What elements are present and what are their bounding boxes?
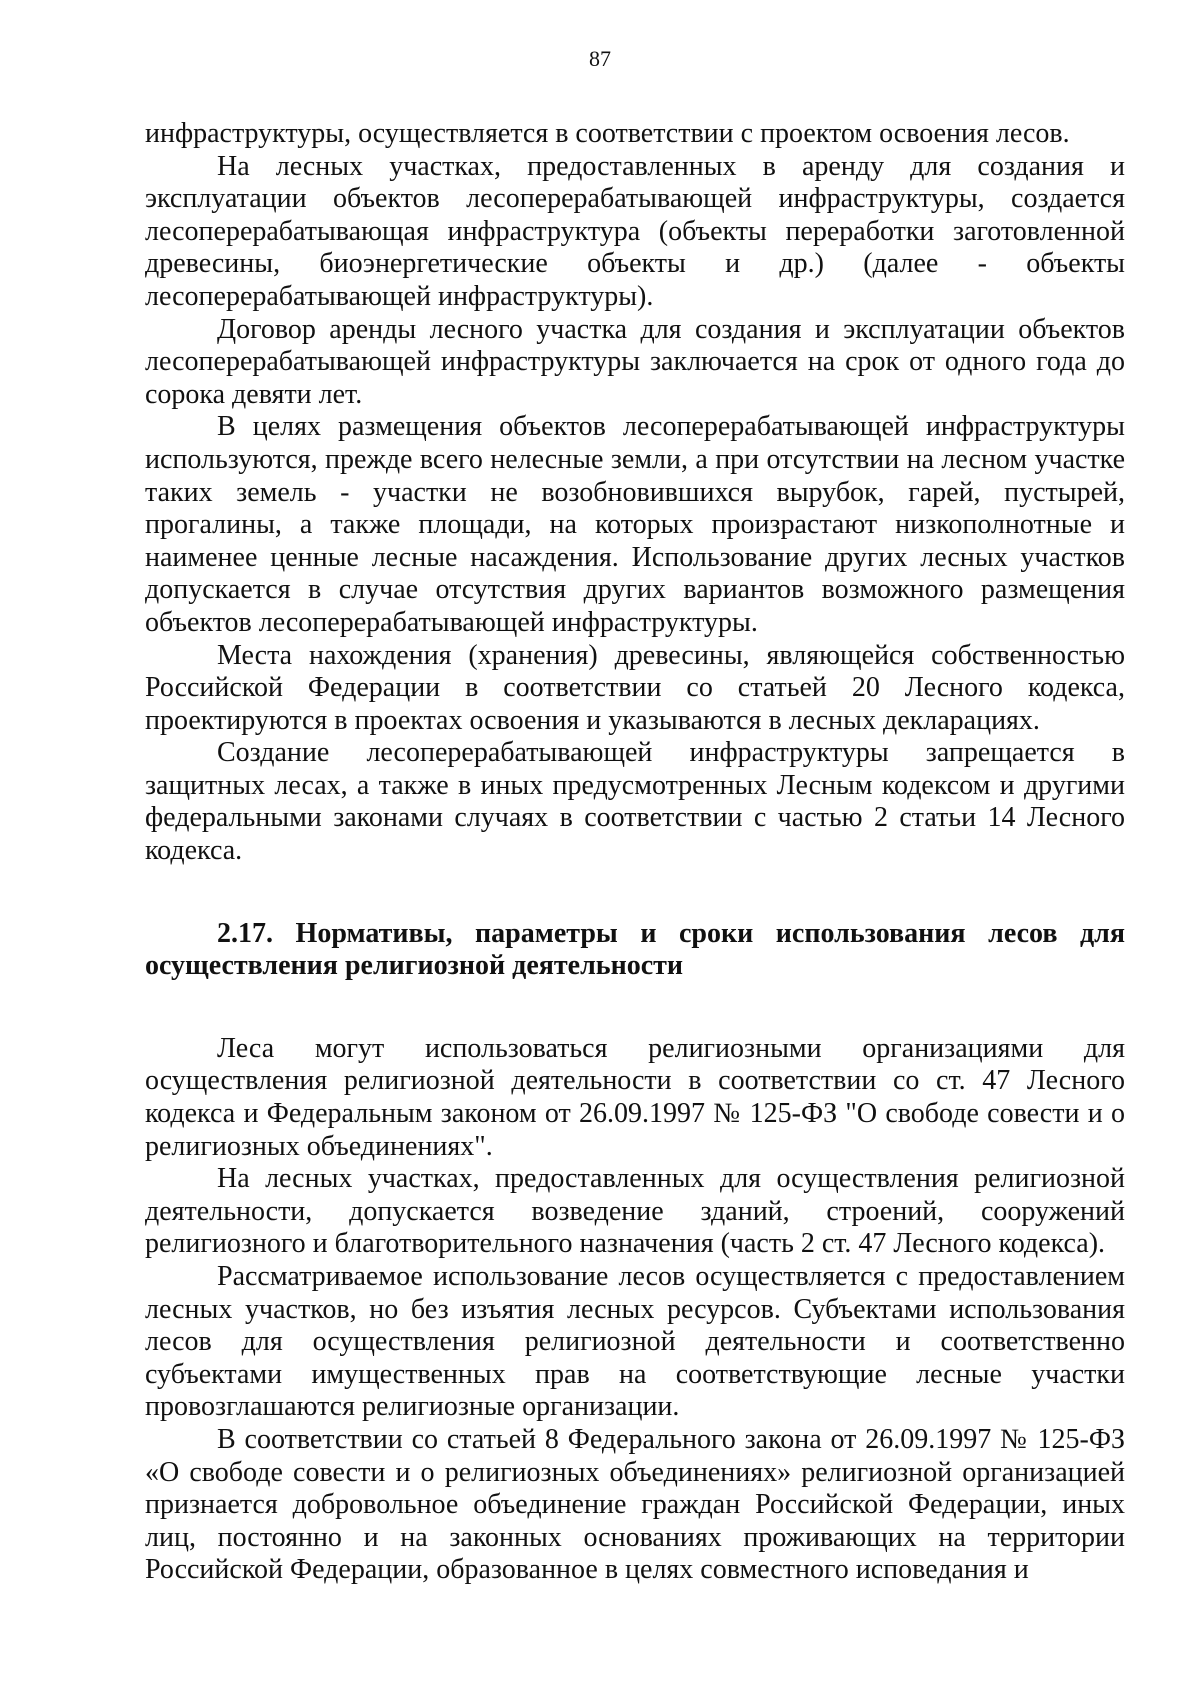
page-number: 87 — [589, 46, 611, 71]
paragraph: В соответствии со статьей 8 Федерального закона от 26.09.1997 № 125-ФЗ «О свободе совести и о религиозных объединениях» религиозной организацией признается добровольное объединение граждан Российской Федерации, иных лиц, постоянно и на законных основаниях проживающих на территории Российской Федерации, образованное в целях совместного исповедания и — [145, 1423, 1125, 1586]
paragraph: На лесных участках, предоставленных для осуществления религиозной деятельности, допускается возведение зданий, строений, сооружений религиозного и благотворительного назначения (часть 2 ст. 47 Лесного кодекса). — [145, 1163, 1125, 1260]
paragraph: Рассматриваемое использование лесов осуществляется с предоставлением лесных участков, но без изъятия лесных ресурсов. Субъектами использования лесов для осуществления религиозной деятельности и соответственно субъектами имущественных прав на соответствующие лесные участки провозглашаются религиозные организации. — [145, 1261, 1125, 1423]
paragraph: инфраструктуры, осуществляется в соответствии с проектом освоения лесов. — [145, 118, 1070, 149]
paragraph: Создание лесоперерабатывающей инфраструктуры запрещается в защитных лесах, а также в иных предусмотренных Лесным кодексом и другими федеральными законами случаях в соответствии с частью 2 статьи 14 Лесного кодекса. — [145, 737, 1125, 867]
document-body — [145, 118, 1125, 1587]
paragraph: Договор аренды лесного участка для создания и эксплуатации объектов лесоперерабатывающей инфраструктуры заключается на срок от одного года до сорока девяти лет. — [145, 313, 1125, 410]
paragraph: Места нахождения (хранения) древесины, являющейся собственностью Российской Федерации в соответствии со статьей 20 Лесного кодекса, проектируются в проектах освоения и указываются в лесных декларациях. — [145, 639, 1125, 736]
paragraph: На лесных участках, предоставленных в аренду для создания и эксплуатации объектов лесоперерабатывающей инфраструктуры, создается лесоперерабатывающая инфраструктура (объекты переработки заготовленной древесины, биоэнергетические объекты и др.) (далее - объекты лесоперерабатывающей инфраструктуры). — [145, 150, 1125, 312]
paragraph: В целях размещения объектов лесоперерабатывающей инфраструктуры используются, прежде всего нелесные земли, а при отсутствии на лесном участке таких земель - участки не возобновившихся вырубок, гарей, пустырей, прогалины, а также площади, на которых произрастают низкополнотные и наименее ценные лесные насаждения. Использование других лесных участков допускается в случае отсутствия других вариантов возможного размещения объектов лесоперерабатывающей инфраструктуры. — [145, 411, 1125, 638]
paragraph: Леса могут использоваться религиозными организациями для осуществления религиозной деятельности в соответствии со ст. 47 Лесного кодекса и Федеральным законом от 26.09.1997 № 125-ФЗ "О свободе совести и о религиозных объединениях". — [145, 1032, 1125, 1162]
section-heading: 2.17. Нормативы, параметры и сроки использования лесов для осуществления религиозной деятельности — [145, 917, 1125, 982]
